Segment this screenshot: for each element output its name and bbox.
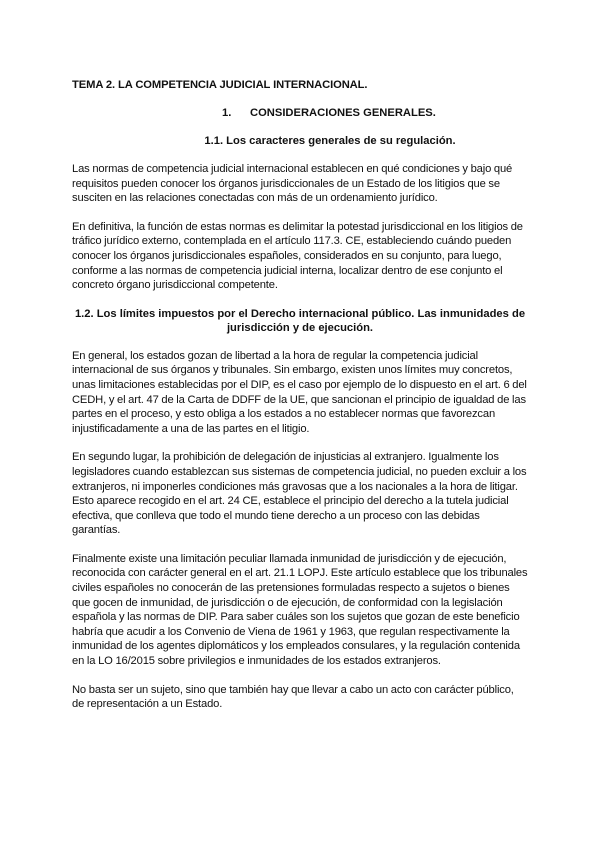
paragraph: En segundo lugar, la prohibición de delegación de injusticias al extranjero. Igualmente los legisladores cuando establezcan sus sistemas de competencia judicial, no pueden excluir a los extranjeros, ni imponerles condiciones más gravosas que a los nacionales a la hora de litigar. Esto aparece recogido en el art. 24 CE, establece el principio del derecho a la tutela judicial efectiva, que conlleva que todo el mundo tiene derecho a un proceso con las debidas garantías. — [72, 451, 527, 537]
paragraph: Las normas de competencia judicial internacional establecen en qué condiciones y bajo qué requisitos pueden conocer los órganos jurisdiccionales de un Estado de los litigios que se susciten en las relaciones conectadas con más de un ordenamiento jurídico. — [72, 163, 513, 205]
paragraph: No basta ser un sujeto, sino que también hay que llevar a cabo un acto con carácter público, de representación a un Estado. — [72, 683, 514, 711]
section-title: CONSIDERACIONES GENERALES. — [250, 107, 436, 119]
section-heading — [72, 106, 528, 120]
paragraph: En general, los estados gozan de libertad a la hora de regular la competencia judicial internacional de sus órganos y tribunales. Sin embargo, existen unos límites muy concretos, unas limitaciones establecidas por el DIP, es el caso por ejemplo de lo dispuesto en el art. 6 del CEDH, y el art. 47 de la Carta de DDFF de la UE, que sancionan el principio de igualdad de las partes en el proceso, y esto obliga a los estados a no establecer normas que favorezcan injustificadamente a una de las partes en el litigio. — [72, 349, 527, 435]
paragraph: Finalmente existe una limitación peculiar llamada inmunidad de jurisdicción y de ejecución, reconocida con carácter general en el art. 21.1 LOPJ. Este artículo establece que los tribunales civiles españoles no conocerán de las pretensiones formuladas respecto a sujetos o bienes que gocen de inmunidad, de jurisdicción o de ejecución, de conformidad con la legislación española y las normas de DIP. Para saber cuáles son los sujetos que gozan de este beneficio habría que acudir a los Convenio de Viena de 1961 y 1963, que regulan respectivamente la inmunidad de los agentes diplomáticos y los empleados consulares, y la regulación contenida en la LO 16/2015 sobre privilegios e inmunidades de los estados extranjeros. — [72, 552, 528, 668]
subsection-1-2-title-line1: 1.2. Los límites impuestos por el Derecho internacional público. Las inmunidades de — [74, 307, 526, 320]
topic-title: TEMA 2. LA COMPETENCIA JUDICIAL INTERNACIONAL. — [72, 79, 368, 91]
subsection-1-1-heading: 1.1. Los caracteres generales de su regulación. — [204, 135, 456, 147]
subsection-1-2-title-line2: jurisdicción y de ejecución. — [226, 321, 374, 334]
document-page — [72, 78, 528, 726]
section-number: 1. — [222, 107, 232, 119]
paragraph: En definitiva, la función de estas normas es delimitar la potestad jurisdiccional en los litigios de tráfico jurídico externo, contemplada en el artículo 117.3. CE, estableciendo cuándo pueden conocer los órganos jurisdiccionales españoles, considerados en su conjunto, para luego, conforme a las normas de competencia judicial interna, localizar dentro de ese conjunto el concreto órgano jurisdiccional competente. — [72, 220, 523, 292]
subsection-1-2-heading — [72, 307, 528, 335]
